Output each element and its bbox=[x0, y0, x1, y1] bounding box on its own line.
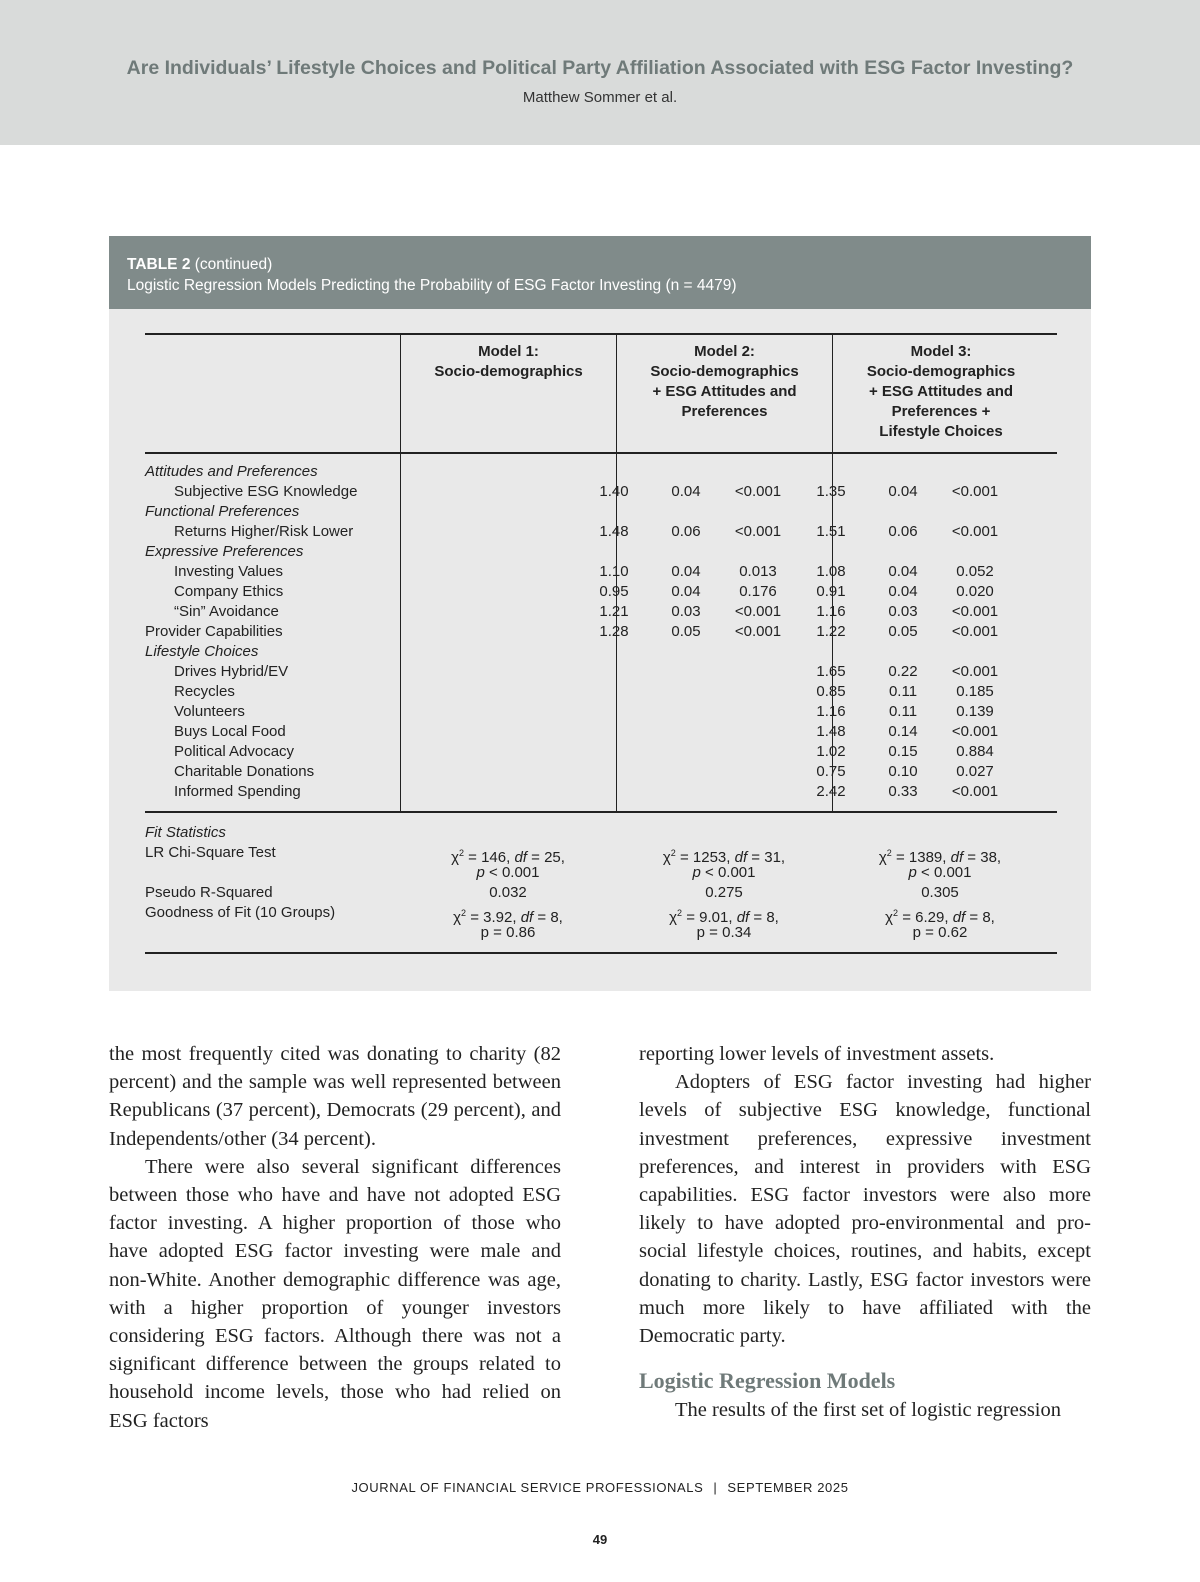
fit-value: 0.032 bbox=[489, 884, 527, 901]
footer bbox=[0, 1480, 1200, 1495]
table-number: TABLE 2 bbox=[127, 256, 191, 273]
table-cell: <0.001 bbox=[951, 783, 999, 800]
paragraph: reporting lower levels of investment assets. bbox=[639, 1043, 995, 1065]
table-cell: 0.10 bbox=[888, 763, 918, 780]
table-row bbox=[145, 622, 1057, 642]
table-cell: <0.001 bbox=[734, 483, 782, 500]
table-cell: 0.185 bbox=[956, 683, 994, 700]
table-caption-bar bbox=[109, 236, 1091, 309]
table-cell: 0.15 bbox=[888, 743, 918, 760]
article-title: Are Individuals’ Lifestyle Choices and Political Party Affiliation Associated with ESG Factor Investing? bbox=[126, 57, 1074, 79]
table-cell: 0.95 bbox=[599, 583, 629, 600]
table-cell: 1.35 bbox=[816, 483, 846, 500]
table-cell: 0.176 bbox=[739, 583, 777, 600]
table-cell: <0.001 bbox=[951, 623, 999, 640]
row-label: Attitudes and Preferences bbox=[145, 463, 318, 480]
model-3-header: Model 3: Socio-demographics + ESG Attitudes and Preferences + Lifestyle Choices bbox=[866, 343, 1016, 440]
table-cell: 1.65 bbox=[816, 663, 846, 680]
table-cell: 0.04 bbox=[888, 563, 918, 580]
fit-value: 0.275 bbox=[705, 884, 743, 901]
row-label: Functional Preferences bbox=[145, 503, 300, 520]
table-cell: 0.11 bbox=[888, 683, 918, 700]
fit-value: p = 0.34 bbox=[696, 924, 752, 941]
table-cell: 0.04 bbox=[671, 583, 701, 600]
paragraph: There were also several significant differences between those who have and have not adopted ESG factor investing. A higher proportion of those who have adopted ESG factor investing were male and non-White. Another demographic difference was age, with a higher proportion of younger investors considering ESG factors. Although there was not a significant difference between the groups related to household income levels, those who had relied on ESG factors bbox=[109, 1155, 561, 1432]
table-cell: 1.22 bbox=[816, 623, 846, 640]
paragraph: Adopters of ESG factor investing had higher levels of subjective ESG knowledge, functional investment preferences, expressive investment preferences, and interest in providers with ESG capabilities. ESG factor investors were also more likely to have adopted pro-environmental and pro-social lifestyle choices, routines, and habits, except donating to charity. Lastly, ESG factor investors were much more likely to have affiliated with the Democratic party. bbox=[639, 1071, 1091, 1348]
table-cell: <0.001 bbox=[951, 723, 999, 740]
table-cell: 0.139 bbox=[956, 703, 994, 720]
table-cell: 1.02 bbox=[816, 743, 846, 760]
paragraph: The results of the first set of logistic regression bbox=[675, 1399, 1061, 1422]
table-cell: 0.04 bbox=[888, 483, 918, 500]
model-1-header: Model 1: Socio-demographics bbox=[434, 343, 583, 380]
pseudo-r-squared-label: Pseudo R-Squared bbox=[145, 884, 273, 901]
table-cell: 1.48 bbox=[816, 723, 846, 740]
issue-date: SEPTEMBER 2025 bbox=[727, 1480, 849, 1495]
row-label: Drives Hybrid/EV bbox=[174, 663, 289, 680]
table-cell: 0.04 bbox=[671, 483, 701, 500]
journal-name: JOURNAL OF FINANCIAL SERVICE PROFESSIONALS bbox=[351, 1480, 704, 1495]
row-label: Volunteers bbox=[174, 703, 245, 720]
table-row bbox=[145, 742, 1057, 762]
goodness-of-fit-label: Goodness of Fit (10 Groups) bbox=[145, 904, 336, 921]
table-row bbox=[145, 462, 1057, 482]
table-cell: <0.001 bbox=[734, 623, 782, 640]
table-cell: <0.001 bbox=[734, 523, 782, 540]
table-caption: Logistic Regression Models Predicting the Probability of ESG Factor Investing (n = 4479) bbox=[127, 277, 737, 294]
model-2-header: Model 2: Socio-demographics + ESG Attitudes and Preferences bbox=[650, 343, 799, 420]
table-row bbox=[145, 642, 1057, 662]
table-cell: 0.11 bbox=[888, 703, 918, 720]
table-cell: 0.013 bbox=[739, 563, 777, 580]
fit-value: p < 0.001 bbox=[692, 864, 756, 881]
fit-value: $\chi^2 = 3.92$, df = 8, bbox=[453, 908, 563, 926]
fit-value: 0.305 bbox=[921, 884, 959, 901]
table-cell: 0.14 bbox=[888, 723, 918, 740]
table-cell: <0.001 bbox=[734, 603, 782, 620]
row-label: Buys Local Food bbox=[174, 723, 286, 740]
table-cell: 0.04 bbox=[888, 583, 918, 600]
table-row bbox=[145, 722, 1057, 742]
table-row bbox=[145, 582, 1057, 602]
table-cell: <0.001 bbox=[951, 603, 999, 620]
footer-separator: | bbox=[713, 1480, 718, 1495]
row-label: Company Ethics bbox=[174, 583, 284, 600]
table-cell: 1.08 bbox=[816, 563, 846, 580]
fit-value: p = 0.86 bbox=[480, 924, 536, 941]
paragraph: the most frequently cited was donating to charity (82 percent) and the sample was well represented between Republicans (37 percent), Democrats (29 percent), and Independents/other (34 percent). bbox=[109, 1043, 561, 1150]
table-cell: 0.04 bbox=[671, 563, 701, 580]
table-cell: 1.28 bbox=[599, 623, 629, 640]
table-cell: 1.40 bbox=[599, 483, 629, 500]
regression-table bbox=[109, 236, 1091, 991]
table-cell: 0.22 bbox=[888, 663, 918, 680]
fit-value: p < 0.001 bbox=[908, 864, 972, 881]
table-cell: 0.06 bbox=[671, 523, 701, 540]
table-cell: 0.03 bbox=[671, 603, 701, 620]
table-bottom-rule bbox=[145, 952, 1057, 954]
row-label: Lifestyle Choices bbox=[145, 643, 259, 660]
row-label: Returns Higher/Risk Lower bbox=[174, 523, 354, 540]
table-label bbox=[127, 256, 272, 274]
table-cell: 1.21 bbox=[599, 603, 629, 620]
page-number: 49 bbox=[592, 1532, 608, 1547]
table-row bbox=[145, 782, 1057, 802]
table-header-rule bbox=[145, 452, 1057, 454]
table-body-rule bbox=[145, 811, 1057, 813]
table-cell: 0.91 bbox=[816, 583, 846, 600]
fit-value: $\chi^2 = 9.01$, df = 8, bbox=[669, 908, 779, 926]
table-cell: 2.42 bbox=[816, 783, 846, 800]
fit-statistics-heading: Fit Statistics bbox=[145, 824, 226, 841]
table-cell: 0.33 bbox=[888, 783, 918, 800]
fit-value: $\chi^2 = 1389$, df = 38, bbox=[878, 848, 1002, 866]
row-label: Subjective ESG Knowledge bbox=[174, 483, 358, 500]
table-cell: 0.027 bbox=[956, 763, 994, 780]
table-row bbox=[145, 682, 1057, 702]
table-cell: 1.16 bbox=[816, 703, 846, 720]
article-authors: Matthew Sommer et al. bbox=[522, 89, 678, 106]
table-row bbox=[145, 762, 1057, 782]
row-label: Political Advocacy bbox=[174, 743, 295, 760]
fit-value: p < 0.001 bbox=[476, 864, 540, 881]
fit-value: $\chi^2 = 146$, df = 25, bbox=[451, 848, 565, 866]
table-cell: 0.85 bbox=[816, 683, 846, 700]
lr-chi-square-label: LR Chi-Square Test bbox=[145, 844, 276, 861]
row-label: “Sin” Avoidance bbox=[174, 603, 279, 620]
table-cell: 0.05 bbox=[888, 623, 918, 640]
table-row bbox=[145, 522, 1057, 542]
table-cell: <0.001 bbox=[951, 483, 999, 500]
table-cell: 0.06 bbox=[888, 523, 918, 540]
page-header bbox=[0, 0, 1200, 145]
table-cell: <0.001 bbox=[951, 663, 999, 680]
section-heading: Logistic Regression Models bbox=[639, 1368, 896, 1394]
table-cell: 0.03 bbox=[888, 603, 918, 620]
table-row bbox=[145, 482, 1057, 502]
table-row bbox=[145, 702, 1057, 722]
table-cell: <0.001 bbox=[951, 523, 999, 540]
table-row bbox=[145, 562, 1057, 582]
row-label: Investing Values bbox=[174, 563, 283, 580]
table-top-rule bbox=[145, 333, 1057, 335]
fit-value: $\chi^2 = 6.29$, df = 8, bbox=[885, 908, 995, 926]
right-column bbox=[639, 1040, 1091, 1424]
fit-value: $\chi^2 = 1253$, df = 31, bbox=[662, 848, 786, 866]
table-cell: 1.48 bbox=[599, 523, 629, 540]
table-row bbox=[145, 662, 1057, 682]
table-cell: 0.05 bbox=[671, 623, 701, 640]
left-column bbox=[109, 1040, 561, 1435]
table-cell: 0.020 bbox=[956, 583, 994, 600]
table-cell: 1.16 bbox=[816, 603, 846, 620]
row-label: Recycles bbox=[174, 683, 235, 700]
table-row bbox=[145, 502, 1057, 522]
fit-value: p = 0.62 bbox=[912, 924, 968, 941]
table-cell: 0.052 bbox=[956, 563, 994, 580]
table-row bbox=[145, 542, 1057, 562]
table-cell: 1.51 bbox=[816, 523, 846, 540]
row-label: Expressive Preferences bbox=[145, 543, 304, 560]
row-label: Informed Spending bbox=[174, 783, 301, 800]
table-cell: 1.10 bbox=[599, 563, 629, 580]
row-label: Charitable Donations bbox=[174, 763, 315, 780]
table-cell: 0.884 bbox=[956, 743, 994, 760]
row-label: Provider Capabilities bbox=[145, 623, 283, 640]
table-cell: 0.75 bbox=[816, 763, 846, 780]
table-continued: (continued) bbox=[190, 256, 273, 273]
table-row bbox=[145, 602, 1057, 622]
